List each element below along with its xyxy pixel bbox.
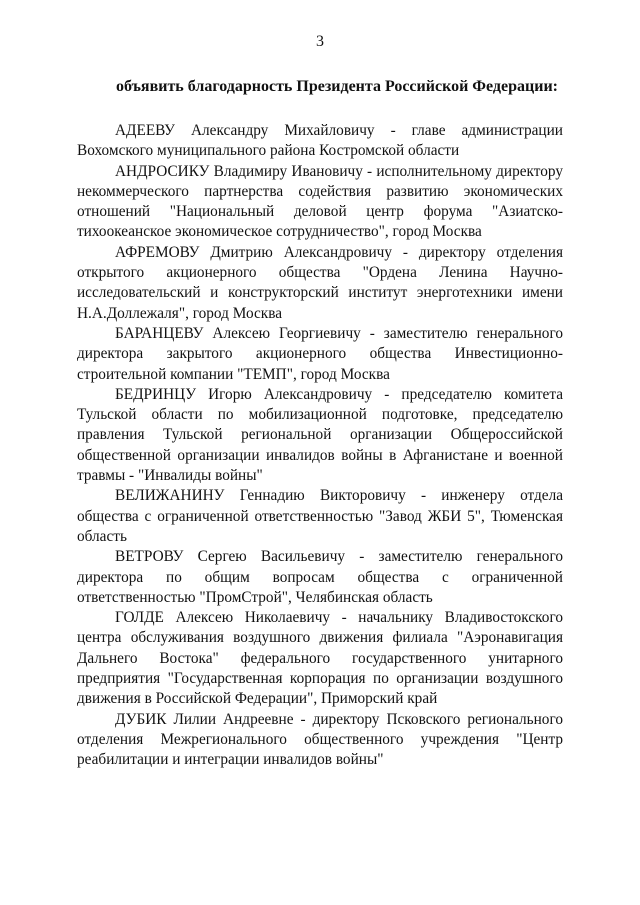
award-entry: ГОЛДЕ Алексею Николаевичу - начальнику Владивостокского центра обслуживания воздушного движения филиала "Аэронавигация Дальнего Востока" федерального государственного унитарного предприятия "Государственная корпорация по организации воздушного движения в Российской Федерации", Приморский край xyxy=(77,609,563,708)
award-entry: АФРЕМОВУ Дмитрию Александровичу - директору отделения открытого акционерного общества "Ордена Ленина Научно-исследовательский и конструкторский институт энерготехники имени Н.А.Доллежаля", город Москва xyxy=(77,243,563,322)
award-list xyxy=(77,121,563,771)
award-entry: ВЕЛИЖАНИНУ Геннадию Викторовичу - инженеру отдела общества с ограниченной ответственностью "Завод ЖБИ 5", Тюменская область xyxy=(77,487,563,545)
page-heading: объявить благодарность Президента Российской Федерации: xyxy=(116,78,558,95)
award-entry: АДЕЕВУ Александру Михайловичу - главе администрации Вохомского муниципального района Костромской области xyxy=(77,122,563,160)
award-entry: БАРАНЦЕВУ Алексею Георгиевичу - заместителю генерального директора закрытого акционерного общества Инвестиционно-строительной компании "ТЕМП", город Москва xyxy=(77,324,563,383)
award-entry: ВЕТРОВУ Сергею Васильевичу - заместителю генерального директора по общим вопросам общества с ограниченной ответственностью "ПромСтрой", Челябинская область xyxy=(77,548,563,606)
award-entry: БЕДРИНЦУ Игорю Александровичу - председателю комитета Тульской области по мобилизационной подготовке, председателю правления Тульской региональной организации Общероссийской общественной организации инвалидов войны в Афганистане и военной травмы - "Инвалиды войны" xyxy=(77,385,563,485)
page-number: 3 xyxy=(316,33,324,50)
award-entry: АНДРОСИКУ Владимиру Ивановичу - исполнительному директору некоммерческого партнерства содействия развитию экономических отношений "Национальный деловой центр форума "Азиатско-тихоокеанское экономическое сотрудничество", город Москва xyxy=(77,162,563,241)
award-entry: ДУБИК Лилии Андреевне - директору Псковского регионального отделения Межрегионального общественного учреждения "Центр реабилитации и интеграции инвалидов войны" xyxy=(77,710,563,769)
